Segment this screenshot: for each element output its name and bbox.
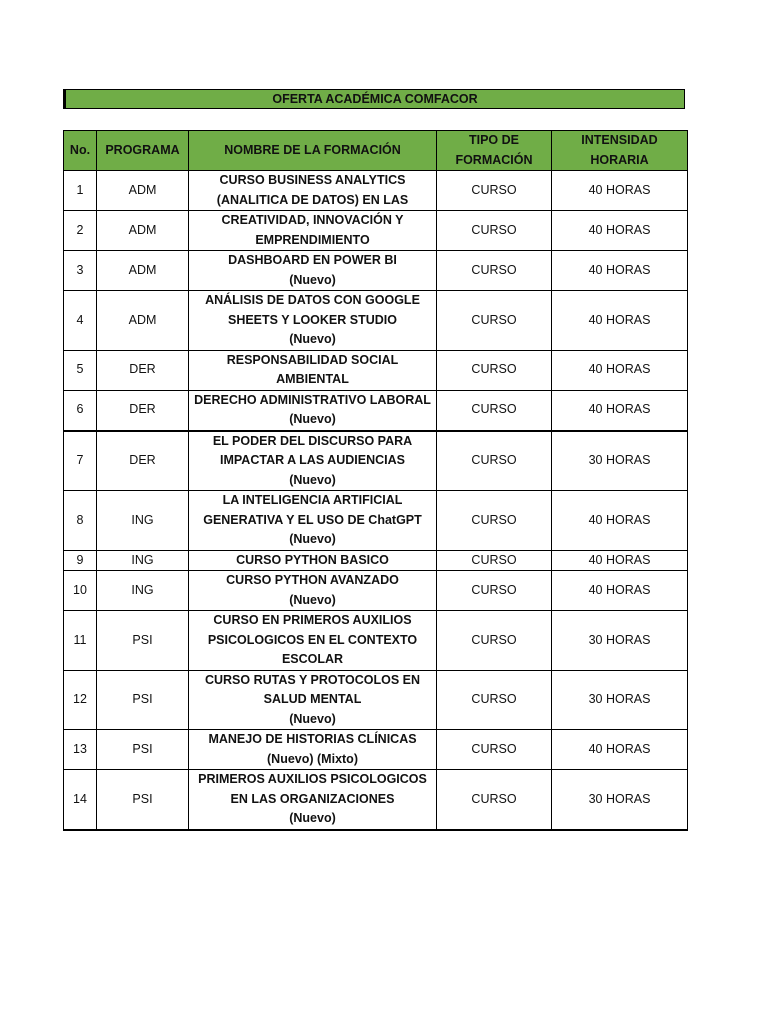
table-header (64, 131, 688, 171)
cell-programa: DER (97, 350, 189, 390)
cell-horas: 30 HORAS (552, 670, 688, 730)
cell-horas: 40 HORAS (552, 491, 688, 551)
cell-nombre (189, 390, 437, 431)
cell-no: 9 (64, 550, 97, 571)
cell-nombre-line: AMBIENTAL (276, 372, 349, 386)
cell-nombre-line: CURSO EN PRIMEROS AUXILIOS (213, 613, 412, 627)
cell-tipo: CURSO (437, 390, 552, 431)
header-tipo-line-2: FORMACIÓN (455, 152, 533, 167)
cell-programa: ING (97, 550, 189, 571)
cell-no: 10 (64, 571, 97, 611)
table-row (64, 350, 688, 390)
cell-nombre-line: EN LAS ORGANIZACIONES (230, 791, 395, 806)
header-programa: PROGRAMA (97, 131, 189, 171)
cell-programa: DER (97, 431, 189, 491)
cell-nombre-line: EMPRENDIMIENTO (255, 232, 370, 247)
cell-nombre (189, 770, 437, 830)
cell-horas: 40 HORAS (552, 251, 688, 291)
cell-nombre-line: (Nuevo) (289, 711, 336, 726)
cell-tipo: CURSO (437, 571, 552, 611)
cell-tipo: CURSO (437, 611, 552, 671)
cell-nombre (189, 431, 437, 491)
cell-nombre (189, 550, 437, 571)
cell-nombre-line: DASHBOARD EN POWER BI (228, 253, 397, 267)
cell-nombre-line: EL PODER DEL DISCURSO PARA (212, 433, 413, 448)
cell-nombre-line: (Nuevo) (289, 332, 336, 346)
cell-nombre-line: CURSO RUTAS Y PROTOCOLOS EN (204, 672, 421, 687)
cell-programa: ADM (97, 291, 189, 351)
cell-no: 2 (64, 211, 97, 251)
cell-no: 8 (64, 491, 97, 551)
table-row (64, 730, 688, 770)
cell-nombre (189, 571, 437, 611)
cell-nombre-line: DERECHO ADMINISTRATIVO LABORAL (194, 392, 431, 407)
cell-horas: 30 HORAS (552, 770, 688, 830)
cell-nombre-line: (Nuevo) (289, 592, 336, 607)
cell-nombre-line: MANEJO DE HISTORIAS CLÍNICAS (208, 732, 417, 746)
cell-nombre-line: (ANALITICA DE DATOS) EN LAS (216, 192, 409, 207)
table-row (64, 550, 688, 571)
cell-nombre (189, 611, 437, 671)
cell-horas: 40 HORAS (552, 730, 688, 770)
document-title-text: OFERTA ACADÉMICA COMFACOR (272, 92, 478, 106)
academic-offer-table (63, 130, 688, 831)
document-title (63, 89, 685, 109)
cell-no: 7 (64, 431, 97, 491)
cell-tipo: CURSO (437, 291, 552, 351)
cell-tipo: CURSO (437, 550, 552, 571)
cell-programa: ADM (97, 211, 189, 251)
cell-horas: 30 HORAS (552, 431, 688, 491)
table-row (64, 611, 688, 671)
table-body (64, 171, 688, 830)
cell-tipo: CURSO (437, 431, 552, 491)
table-row (64, 390, 688, 431)
cell-no: 13 (64, 730, 97, 770)
cell-nombre-line: SHEETS Y LOOKER STUDIO (227, 312, 397, 327)
header-intensidad-line-1: INTENSIDAD (581, 133, 658, 147)
cell-horas: 40 HORAS (552, 291, 688, 351)
cell-programa: DER (97, 390, 189, 431)
cell-nombre (189, 251, 437, 291)
cell-nombre-line: PRIMEROS AUXILIOS PSICOLOGICOS (198, 772, 427, 786)
cell-nombre-line: (Nuevo) (Mixto) (267, 751, 358, 766)
cell-no: 11 (64, 611, 97, 671)
table-row (64, 670, 688, 730)
cell-tipo: CURSO (437, 211, 552, 251)
cell-no: 14 (64, 770, 97, 830)
cell-nombre (189, 491, 437, 551)
cell-tipo: CURSO (437, 171, 552, 211)
cell-nombre-line: (Nuevo) (289, 811, 336, 825)
cell-no: 1 (64, 171, 97, 211)
cell-horas: 30 HORAS (552, 611, 688, 671)
cell-no: 4 (64, 291, 97, 351)
table-row (64, 571, 688, 611)
cell-tipo: CURSO (437, 491, 552, 551)
cell-nombre-line: (Nuevo) (289, 412, 336, 426)
header-nombre: NOMBRE DE LA FORMACIÓN (189, 131, 437, 171)
cell-nombre-line: CURSO BUSINESS ANALYTICS (219, 173, 406, 187)
header-row (64, 131, 688, 171)
cell-nombre (189, 670, 437, 730)
table-row (64, 491, 688, 551)
cell-horas: 40 HORAS (552, 571, 688, 611)
cell-tipo: CURSO (437, 350, 552, 390)
cell-nombre-line: RESPONSABILIDAD SOCIAL (226, 352, 399, 367)
cell-programa: ADM (97, 171, 189, 211)
header-tipo (437, 131, 552, 171)
cell-nombre-line: PSICOLOGICOS EN EL CONTEXTO (207, 632, 418, 647)
cell-nombre-line: ESCOLAR (281, 652, 344, 666)
table-row (64, 211, 688, 251)
cell-no: 3 (64, 251, 97, 291)
cell-nombre-line: IMPACTAR A LAS AUDIENCIAS (220, 453, 405, 467)
cell-programa: ING (97, 491, 189, 551)
header-no: No. (64, 131, 97, 171)
cell-horas: 40 HORAS (552, 211, 688, 251)
cell-nombre-line: (Nuevo) (289, 532, 336, 546)
cell-nombre (189, 350, 437, 390)
cell-nombre-line: CREATIVIDAD, INNOVACIÓN Y (221, 213, 404, 227)
cell-no: 6 (64, 390, 97, 431)
table-row (64, 251, 688, 291)
cell-tipo: CURSO (437, 251, 552, 291)
cell-nombre (189, 171, 437, 211)
cell-programa: PSI (97, 770, 189, 830)
cell-programa: ADM (97, 251, 189, 291)
cell-nombre (189, 211, 437, 251)
table-row (64, 770, 688, 830)
cell-tipo: CURSO (437, 730, 552, 770)
cell-tipo: CURSO (437, 770, 552, 830)
cell-nombre-line: CURSO PYTHON AVANZADO (226, 573, 399, 587)
cell-nombre (189, 291, 437, 351)
cell-tipo: CURSO (437, 670, 552, 730)
table-row (64, 291, 688, 351)
cell-horas: 40 HORAS (552, 390, 688, 431)
cell-programa: PSI (97, 730, 189, 770)
cell-horas: 40 HORAS (552, 550, 688, 571)
cell-nombre-line: (Nuevo) (289, 472, 336, 487)
cell-no: 5 (64, 350, 97, 390)
cell-nombre-line: GENERATIVA Y EL USO DE ChatGPT (203, 512, 422, 527)
header-intensidad (552, 131, 688, 171)
cell-no: 12 (64, 670, 97, 730)
header-intensidad-line-2: HORARIA (590, 152, 649, 167)
cell-horas: 40 HORAS (552, 171, 688, 211)
cell-horas: 40 HORAS (552, 350, 688, 390)
cell-programa: PSI (97, 670, 189, 730)
cell-nombre-line: LA INTELIGENCIA ARTIFICIAL (222, 493, 403, 507)
table-row (64, 171, 688, 211)
cell-nombre-line: CURSO PYTHON BASICO (236, 552, 389, 567)
cell-programa: ING (97, 571, 189, 611)
cell-nombre-line: SALUD MENTAL (263, 692, 362, 706)
cell-nombre (189, 730, 437, 770)
header-tipo-line-1: TIPO DE (468, 133, 519, 147)
cell-nombre-line: (Nuevo) (289, 272, 336, 287)
cell-programa: PSI (97, 611, 189, 671)
table-row (64, 431, 688, 491)
cell-nombre-line: ANÁLISIS DE DATOS CON GOOGLE (205, 293, 420, 307)
